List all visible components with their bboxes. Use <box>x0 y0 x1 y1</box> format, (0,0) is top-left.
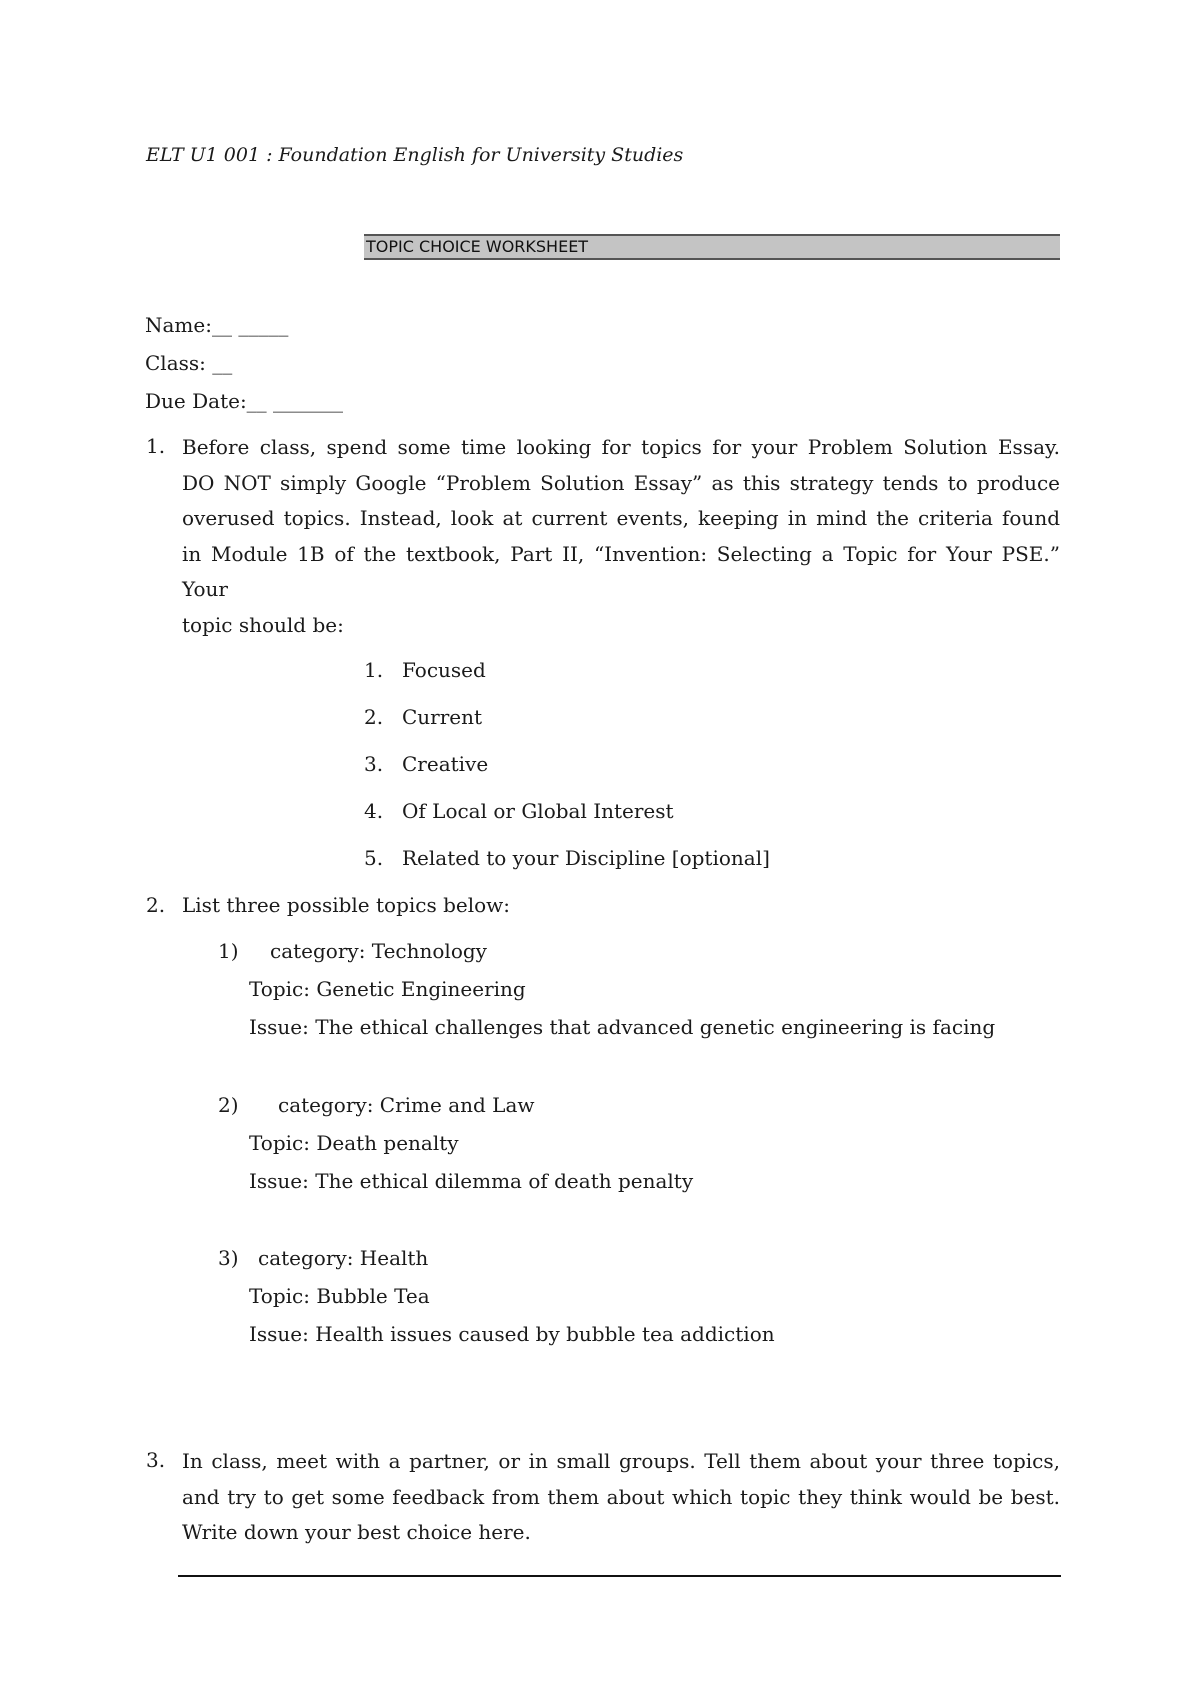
topic-2-category: category: Crime and Law <box>278 1093 535 1117</box>
step-1-line: topic should be: <box>182 612 344 637</box>
topic-3-topic: Topic: Bubble Tea <box>249 1284 430 1308</box>
criteria-number: 3. <box>364 752 384 776</box>
due-date-field: Due Date:__ _______ <box>145 389 344 413</box>
step-1-text <box>182 430 1060 643</box>
step-3-line: Write down your best choice here. <box>182 1520 531 1544</box>
course-title: ELT U1 001 : Foundation English for University Studies <box>146 144 684 166</box>
criteria-item: Related to your Discipline [optional] <box>402 846 770 870</box>
step-2-number: 2. <box>146 893 166 917</box>
criteria-item: Current <box>402 705 483 729</box>
step-1-line: in Module 1B of the textbook, Part II, “Invention: Selecting a Topic for Your PSE.” <box>182 541 1060 566</box>
topic-1-number: 1) <box>218 939 239 963</box>
topic-3-number: 3) <box>218 1246 239 1270</box>
class-field: Class: __ <box>145 351 233 375</box>
criteria-item: Of Local or Global Interest <box>402 799 674 823</box>
criteria-number: 1. <box>364 658 384 682</box>
worksheet-title: TOPIC CHOICE WORKSHEET <box>366 237 589 256</box>
criteria-number: 4. <box>364 799 384 823</box>
topic-3-issue: Issue: Health issues caused by bubble tea addiction <box>249 1322 775 1346</box>
worksheet-title-banner <box>364 234 1060 260</box>
step-3-line: In class, meet with a partner, or in small groups. Tell them about your three topics, <box>182 1449 1060 1473</box>
step-1-line: overused topics. Instead, look at current events, keeping in mind the criteria found <box>182 506 1060 530</box>
step-2-text: List three possible topics below: <box>182 893 511 917</box>
topic-2-topic: Topic: Death penalty <box>249 1131 459 1155</box>
step-1-number: 1. <box>146 434 166 458</box>
step-3-number: 3. <box>146 1448 166 1472</box>
criteria-number: 5. <box>364 846 384 870</box>
topic-1-topic: Topic: Genetic Engineering <box>249 977 526 1001</box>
step-3-text <box>182 1444 1060 1551</box>
topic-1-issue: Issue: The ethical challenges that advanced genetic engineering is facing <box>249 1015 996 1039</box>
criteria-item: Creative <box>402 752 489 776</box>
criteria-item: Focused <box>402 658 486 682</box>
topic-3-category: category: Health <box>258 1246 429 1270</box>
topic-1-category: category: Technology <box>270 939 487 963</box>
step-1-line: DO NOT simply Google “Problem Solution Essay” as this strategy tends to produce <box>182 470 1060 495</box>
topic-2-issue: Issue: The ethical dilemma of death penalty <box>249 1169 694 1193</box>
topic-2-number: 2) <box>218 1093 239 1117</box>
name-field: Name:__ _____ <box>145 313 289 337</box>
step-1-line: Your <box>182 577 228 601</box>
step-1-line: Before class, spend some time looking for topics for your Problem Solution Essay. <box>182 435 1060 459</box>
answer-line <box>178 1575 1061 1577</box>
criteria-number: 2. <box>364 705 384 729</box>
step-3-line: and try to get some feedback from them about which topic they think would be best. <box>182 1484 1060 1509</box>
